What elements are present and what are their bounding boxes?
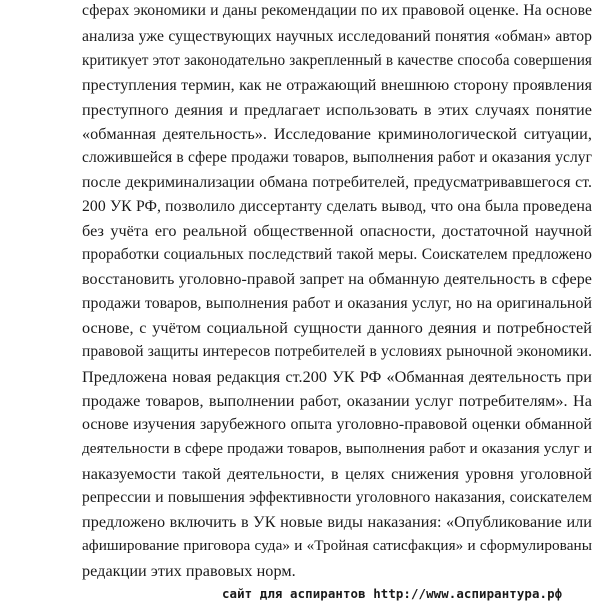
text-line: анализа уже существующих научных исследований понятия «обман» автор — [82, 28, 592, 45]
text-line: деятельности в сфере продажи товаров, выполнения работ и оказания услуг и — [82, 440, 592, 457]
text-line: наказуемости такой деятельности, в целях снижения уровня уголовной — [82, 465, 592, 483]
text-line: афиширование приговора суда» и «Тройная сатисфакция» и сформулированы — [82, 537, 592, 554]
text-line: критикует этот законодательно закрепленный в качестве способа совершения — [82, 52, 592, 69]
text-line: продажи товаров, выполнения работ и оказания услуг, но на оригинальной — [82, 295, 592, 312]
text-line: правовой защиты интересов потребителей в условиях рыночной экономики. — [82, 343, 592, 360]
text-line: проработки социальных последствий такой меры. Соискателем предложено — [82, 246, 592, 263]
text-line: 200 УК РФ, позволило диссертанту сделать вывод, что она была проведена — [82, 198, 592, 215]
text-line: основе, с учётом социальной сущности данного деяния и потребностей — [82, 319, 592, 337]
text-line: сложившейся в сфере продажи товаров, выполнения работ и оказания услуг — [82, 149, 592, 166]
text-line: преступления термин, как не отражающий внешнюю сторону проявления — [82, 77, 592, 94]
text-line: «обманная деятельность». Исследование криминологической ситуации, — [82, 125, 592, 143]
text-line: без учёта его реальной общественной опасности, достаточной научной — [82, 222, 592, 240]
text-line: сферах экономики и даны рекомендации по их правовой оценке. На основе — [82, 2, 592, 19]
site-footer: сайт для аспирантов http://www.аспирантура.рф — [222, 586, 563, 601]
text-line: основе изучения зарубежного опыта уголовно-правовой оценки обманной — [82, 416, 592, 433]
text-line: продаже товаров, выполнении работ, оказании услуг потребителям». На — [82, 392, 592, 410]
text-line: редакции этих правовых норм. — [82, 562, 296, 580]
text-line: после декриминализации обмана потребителей, предусматривавшегося ст. — [82, 174, 592, 191]
text-line: репрессии и повышения эффективности уголовного наказания, соискателем — [82, 489, 592, 506]
text-line: восстановить уголовно-правой запрет на обманную деятельность в сфере — [82, 271, 592, 288]
text-line: предложено включить в УК новые виды наказания: «Опубликование или — [82, 513, 592, 531]
text-line: преступного деяния и предлагает использовать в этих случаях понятие — [82, 101, 592, 119]
text-line: Предложена новая редакция ст.200 УК РФ «Обманная деятельность при — [82, 368, 592, 386]
